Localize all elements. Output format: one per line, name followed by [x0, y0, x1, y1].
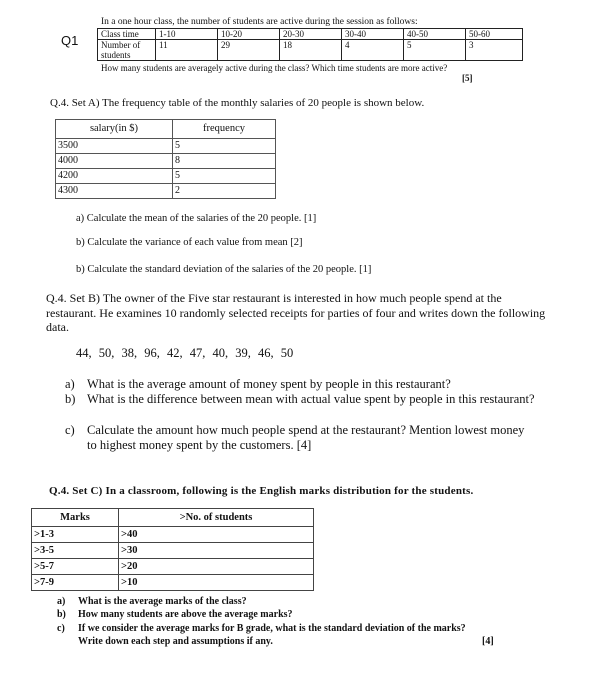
table-row	[32, 575, 314, 591]
table-cell: 18	[280, 40, 342, 61]
question-1-text: How many students are averagely active during the class? Which time students are more active?	[101, 63, 448, 73]
list-text: What is the average amount of money spent by people in this restaurant?	[87, 377, 451, 391]
set-a-heading: Q.4. Set A) The frequency table of the monthly salaries of 20 people is shown below.	[50, 97, 425, 109]
table-cell: 29	[218, 40, 280, 61]
marks-distribution-table	[31, 508, 314, 591]
table-row	[56, 154, 276, 169]
row-label-line: Number of	[101, 40, 141, 50]
set-b-paragraph: Q.4. Set B) The owner of the Five star restaurant is interested in how much people spend at the restaurant. He examines 10 randomly selected receipts for parties of four and writes down the following data.	[46, 291, 546, 334]
table-cell: 4000	[56, 154, 173, 169]
question-1-intro: In a one hour class, the number of students are active during the session as follows:	[101, 17, 418, 27]
column-header: frequency	[173, 120, 276, 139]
set-a-question: b) Calculate the standard deviation of the salaries of the 20 people. [1]	[76, 264, 372, 275]
set-b-question	[65, 423, 545, 453]
class-activity-table	[97, 28, 523, 61]
list-text: Calculate the amount how much people spend at the restaurant? Mention lowest money to highest money spent by the customers. [4]	[87, 423, 525, 452]
table-cell: 40-50	[404, 29, 466, 40]
table-row	[32, 527, 314, 543]
table-cell: 4200	[56, 169, 173, 184]
set-b-question	[65, 392, 545, 422]
table-cell: 11	[156, 40, 218, 61]
table-cell: >40	[119, 527, 314, 543]
list-label: b)	[65, 392, 76, 406]
list-text: What is the difference between mean with actual value spent by people in this restaurant?	[87, 392, 535, 406]
list-text: What is the average marks of the class?	[78, 596, 247, 607]
table-cell: >1-3	[32, 527, 119, 543]
table-cell: >7-9	[32, 575, 119, 591]
table-row	[32, 543, 314, 559]
set-b-question	[65, 377, 545, 392]
table-row	[56, 184, 276, 199]
list-text: If we consider the average marks for B grade, what is the standard deviation of the marks?	[78, 623, 466, 634]
list-text: How many students are above the average marks?	[78, 609, 293, 620]
list-label: c)	[57, 623, 65, 634]
table-cell: 4300	[56, 184, 173, 199]
list-label: c)	[65, 423, 75, 437]
set-c-question	[57, 623, 587, 635]
table-cell: 8	[173, 154, 276, 169]
question-1-marks: [5]	[462, 73, 473, 83]
column-header: salary(in $)	[56, 120, 173, 139]
table-cell: 30-40	[342, 29, 404, 40]
table-row	[98, 40, 523, 61]
question-1-label: Q1	[61, 33, 79, 48]
table-cell: Class time	[98, 29, 156, 40]
table-cell: 4	[342, 40, 404, 61]
table-cell: 3	[466, 40, 523, 61]
table-row	[98, 29, 523, 40]
table-cell: 5	[173, 169, 276, 184]
table-cell: >30	[119, 543, 314, 559]
list-label: a)	[65, 377, 75, 391]
table-row	[56, 169, 276, 184]
table-cell: 5	[173, 139, 276, 154]
table-row	[32, 559, 314, 575]
table-cell: 5	[404, 40, 466, 61]
table-cell	[98, 40, 156, 61]
set-c-marks: [4]	[482, 636, 494, 647]
salary-frequency-table	[55, 119, 276, 199]
set-c-heading: Q.4. Set C) In a classroom, following is the English marks distribution for the students.	[49, 485, 474, 497]
table-cell: >3-5	[32, 543, 119, 559]
set-a-question: b) Calculate the variance of each value from mean [2]	[76, 237, 303, 248]
row-label-line: students	[101, 50, 131, 60]
table-header-row	[32, 509, 314, 527]
set-b-data: 44, 50, 38, 96, 42, 47, 40, 39, 46, 50	[76, 346, 294, 360]
table-row	[56, 139, 276, 154]
list-label: a)	[57, 596, 66, 607]
set-c-continuation: Write down each step and assumptions if any.	[78, 636, 273, 647]
table-cell: >10	[119, 575, 314, 591]
table-cell: 20-30	[280, 29, 342, 40]
table-cell: 50-60	[466, 29, 523, 40]
table-cell: >20	[119, 559, 314, 575]
table-cell: 3500	[56, 139, 173, 154]
table-cell: 1-10	[156, 29, 218, 40]
table-cell: 10-20	[218, 29, 280, 40]
column-header: >No. of students	[119, 509, 314, 527]
list-label: b)	[57, 609, 66, 620]
set-c-question	[57, 596, 577, 608]
table-header-row	[56, 120, 276, 139]
table-cell: 2	[173, 184, 276, 199]
set-a-question: a) Calculate the mean of the salaries of the 20 people. [1]	[76, 213, 317, 224]
table-cell: >5-7	[32, 559, 119, 575]
set-c-question	[57, 609, 577, 621]
column-header: Marks	[32, 509, 119, 527]
